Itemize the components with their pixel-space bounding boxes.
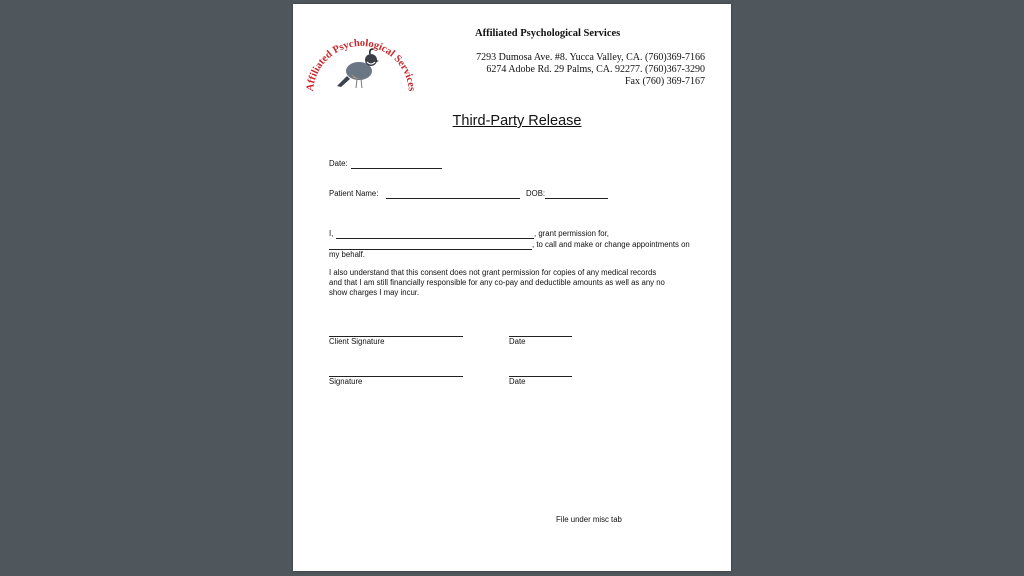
- quail-bird-icon: [337, 49, 379, 88]
- permission-prefix: I,: [329, 229, 334, 238]
- footer-note: File under misc tab: [556, 515, 622, 524]
- fax-number: Fax (760) 369-7167: [625, 76, 705, 87]
- address-line-2: 6274 Adobe Rd. 29 Palms, CA. 92277. (760)367-3290: [486, 64, 705, 75]
- client-signature-date-label: Date: [509, 337, 526, 346]
- grantor-name-field[interactable]: [336, 238, 534, 239]
- behalf-text: my behalf.: [329, 250, 365, 259]
- form-title: Third-Party Release: [452, 113, 582, 129]
- patient-name-field[interactable]: [386, 198, 520, 199]
- company-logo: [299, 16, 421, 106]
- consent-line: and that I am still financially responsible for any co-pay and deductible amounts as well as any no: [329, 278, 665, 287]
- address-line-1: 7293 Dumosa Ave. #8. Yucca Valley, CA. (760)369-7166: [476, 52, 705, 63]
- patient-name-label: Patient Name:: [329, 189, 379, 198]
- logo-text: Affiliated Psychological Services: [304, 37, 417, 92]
- signature-date-label: Date: [509, 377, 526, 386]
- date-label: Date:: [329, 159, 348, 168]
- dob-label: DOB:: [526, 189, 546, 198]
- permission-suffix: , grant permission for,: [534, 229, 609, 238]
- consent-line: show charges I may incur.: [329, 288, 420, 297]
- dob-field[interactable]: [545, 198, 608, 199]
- client-signature-label: Client Signature: [329, 337, 385, 346]
- appointments-text: , to call and make or change appointments on: [532, 240, 690, 249]
- date-field[interactable]: [351, 168, 442, 169]
- document-page: [293, 4, 731, 571]
- consent-line: I also understand that this consent does not grant permission for copies of any medical records: [329, 268, 657, 277]
- consent-paragraph: [329, 268, 709, 298]
- organization-name: Affiliated Psychological Services: [475, 28, 621, 39]
- signature-label: Signature: [329, 377, 363, 386]
